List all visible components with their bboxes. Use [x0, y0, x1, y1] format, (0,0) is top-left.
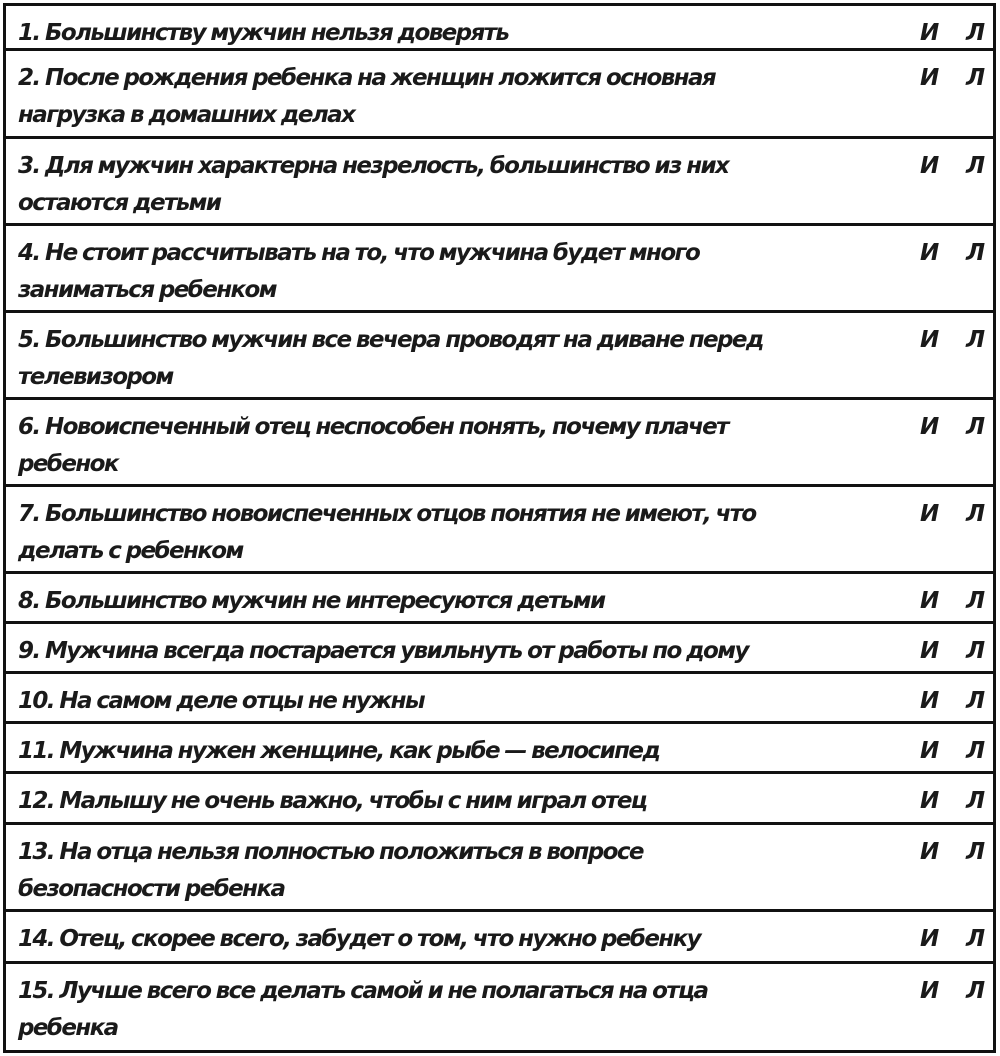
- false-option[interactable]: Л: [966, 240, 986, 266]
- statement-row: [6, 6, 993, 51]
- statement-text: 14. Отец, скорее всего, забудет о том, что нужно ребенку: [18, 926, 701, 952]
- false-option[interactable]: Л: [966, 638, 986, 664]
- statement-text: 5. Большинство мужчин все вечера проводят на диване перед телевизором: [18, 327, 763, 390]
- statement-row: [6, 774, 993, 825]
- statement-row: [6, 724, 993, 774]
- statement-row: [6, 574, 993, 624]
- statement-row: [6, 487, 993, 574]
- false-option[interactable]: Л: [966, 588, 986, 614]
- statement-row: [6, 825, 993, 912]
- true-option[interactable]: И: [920, 926, 940, 952]
- true-option[interactable]: И: [920, 738, 940, 764]
- statement-row: [6, 400, 993, 487]
- statement-text: 6. Новоиспеченный отец неспособен понять, почему плачет ребенок: [18, 414, 728, 477]
- statement-text: 15. Лучше всего все делать самой и не полагаться на отца ребенка: [18, 978, 708, 1041]
- true-option[interactable]: И: [920, 20, 940, 46]
- true-option[interactable]: И: [920, 501, 940, 527]
- false-option[interactable]: Л: [966, 688, 986, 714]
- false-option[interactable]: Л: [966, 153, 986, 179]
- questionnaire-table: [3, 3, 996, 1053]
- statement-row: [6, 674, 993, 724]
- false-option[interactable]: Л: [966, 65, 986, 91]
- statement-text: 10. На самом деле отцы не нужны: [18, 688, 425, 714]
- statement-row: [6, 912, 993, 964]
- statement-text: 9. Мужчина всегда постарается увильнуть от работы по дому: [18, 638, 748, 664]
- statement-text: 13. На отца нельзя полностью положиться в вопросе безопасности ребенка: [18, 839, 643, 902]
- statement-text: 4. Не стоит рассчитывать на то, что мужчина будет много заниматься ребенком: [18, 240, 700, 303]
- true-option[interactable]: И: [920, 588, 940, 614]
- false-option[interactable]: Л: [966, 414, 986, 440]
- true-option[interactable]: И: [920, 414, 940, 440]
- statement-row: [6, 624, 993, 674]
- false-option[interactable]: Л: [966, 738, 986, 764]
- false-option[interactable]: Л: [966, 788, 986, 814]
- true-option[interactable]: И: [920, 65, 940, 91]
- statement-row: [6, 51, 993, 139]
- false-option[interactable]: Л: [966, 20, 986, 46]
- statement-text: 8. Большинство мужчин не интересуются детьми: [18, 588, 605, 614]
- statement-text: 2. После рождения ребенка на женщин ложится основная нагрузка в домашних делах: [18, 65, 716, 128]
- false-option[interactable]: Л: [966, 839, 986, 865]
- statement-row: [6, 139, 993, 226]
- false-option[interactable]: Л: [966, 926, 986, 952]
- statement-text: 1. Большинству мужчин нельзя доверять: [18, 20, 509, 46]
- statement-text: 7. Большинство новоиспеченных отцов понятия не имеют, что делать с ребенком: [18, 501, 756, 564]
- true-option[interactable]: И: [920, 240, 940, 266]
- statement-row: [6, 313, 993, 400]
- false-option[interactable]: Л: [966, 501, 986, 527]
- true-option[interactable]: И: [920, 839, 940, 865]
- statement-text: 11. Мужчина нужен женщине, как рыбе — велосипед: [18, 738, 660, 764]
- true-option[interactable]: И: [920, 788, 940, 814]
- statement-row: [6, 226, 993, 313]
- statement-text: 12. Малышу не очень важно, чтобы с ним играл отец: [18, 788, 647, 814]
- false-option[interactable]: Л: [966, 327, 986, 353]
- true-option[interactable]: И: [920, 688, 940, 714]
- true-option[interactable]: И: [920, 978, 940, 1004]
- statement-text: 3. Для мужчин характерна незрелость, большинство из них остаются детьми: [18, 153, 729, 216]
- true-option[interactable]: И: [920, 638, 940, 664]
- true-option[interactable]: И: [920, 153, 940, 179]
- true-option[interactable]: И: [920, 327, 940, 353]
- statement-row: [6, 964, 993, 1050]
- false-option[interactable]: Л: [966, 978, 986, 1004]
